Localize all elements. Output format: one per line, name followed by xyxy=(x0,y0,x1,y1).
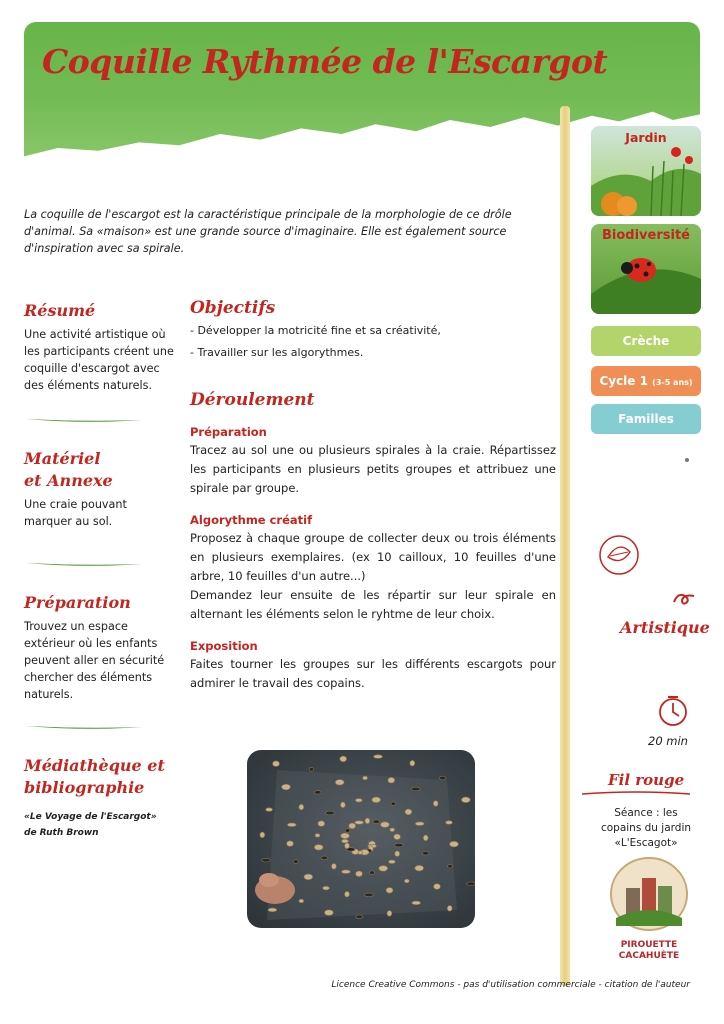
shell-piece xyxy=(365,893,374,897)
shell-piece xyxy=(433,801,438,807)
shell-piece xyxy=(314,845,323,851)
biodiversite-tile xyxy=(591,224,701,314)
shell-piece xyxy=(404,879,409,883)
seance-line: Séance : les xyxy=(614,807,678,819)
grass-divider xyxy=(24,723,144,731)
shell-piece xyxy=(321,856,328,860)
shell-piece xyxy=(345,843,350,849)
decorative-stripe xyxy=(560,106,570,986)
shell-piece xyxy=(299,804,304,810)
shell-piece xyxy=(356,871,363,877)
shell-piece xyxy=(415,865,424,871)
dot-icon xyxy=(685,458,689,462)
materiel-title-line2: et Annexe xyxy=(24,471,113,490)
jardin-tile xyxy=(591,126,701,216)
step-title: Algorythme créatif xyxy=(190,513,313,527)
step-title: Exposition xyxy=(190,639,258,653)
shell-piece xyxy=(389,860,396,864)
shell-piece xyxy=(266,808,273,812)
book-author: de Ruth Brown xyxy=(24,828,99,838)
grass-divider xyxy=(24,560,144,568)
pirouette-cacahuete-logo xyxy=(606,856,692,940)
shell-piece xyxy=(287,823,296,827)
shell-piece xyxy=(363,776,368,780)
shell-piece xyxy=(282,784,291,790)
fil-rouge-title: Fil rouge xyxy=(608,771,685,789)
biodiversite-label: Biodiversité xyxy=(602,228,690,243)
leaf-circle-icon xyxy=(596,532,642,582)
shell-piece xyxy=(439,776,446,780)
left-column xyxy=(24,300,174,841)
cycle-label: Cycle 1 xyxy=(599,374,648,388)
shell-piece xyxy=(415,822,424,826)
resume-text: Une activité artistique où les participants créent une coquille d'escargot avec des éléments naturels. xyxy=(24,328,174,392)
shell-piece xyxy=(355,821,364,825)
shell-piece xyxy=(448,864,453,868)
shell-piece xyxy=(341,833,350,839)
shell-piece xyxy=(356,915,363,919)
shell-piece xyxy=(342,839,349,843)
shell-piece xyxy=(394,834,401,840)
shell-piece xyxy=(365,818,370,824)
duration-label: 20 min xyxy=(648,734,688,748)
shell-piece xyxy=(386,888,393,894)
shell-piece xyxy=(390,828,395,832)
shell-piece xyxy=(345,829,350,833)
fil-rouge-underline xyxy=(580,788,692,798)
intro-text: La coquille de l'escargot est la caractéristique principale de la morphologie de ce drôle d'animal. Sa «maison» est une grande source d'imaginaire. Elle est également source d'inspiration avec sa spirale. xyxy=(24,208,512,255)
step-title: Préparation xyxy=(190,425,267,439)
shell-piece xyxy=(262,858,271,862)
shell-piece xyxy=(410,760,415,766)
shell-piece xyxy=(467,882,476,886)
book-title: «Le Voyage de l'Escargot» xyxy=(24,812,157,822)
cycle-badge xyxy=(591,366,701,396)
shell-piece xyxy=(423,835,428,841)
cycle-age: (3-5 ans) xyxy=(652,378,693,387)
shell-piece xyxy=(349,823,356,829)
shell-piece xyxy=(287,841,294,847)
step-text: Proposez à chaque groupe de collecter deux ou trois éléments en plusieurs exemplaires. (ex 10 cailloux, 10 feuilles d'une arbre, 10 feuilles d'un autre...) xyxy=(190,531,556,583)
page-title: Coquille Rythmée de l'Escargot xyxy=(42,42,608,81)
shell-piece xyxy=(340,756,347,762)
deroulement-title: Déroulement xyxy=(190,390,315,410)
shell-piece xyxy=(309,768,314,772)
seance-info xyxy=(590,806,702,851)
seance-line: «L'Escagot» xyxy=(614,837,678,849)
objectif-item: - Développer la motricité fine et sa créativité, xyxy=(190,324,441,337)
logo-line: PIROUETTE xyxy=(620,940,678,950)
shell-piece xyxy=(373,820,380,824)
shell-piece xyxy=(314,791,321,795)
familles-badge: Familles xyxy=(591,404,701,434)
shell-piece xyxy=(374,755,383,759)
preparation-title: Préparation xyxy=(24,593,131,612)
materiel-text: Une craie pouvant marquer au sol. xyxy=(24,498,127,528)
creche-badge: Crèche xyxy=(591,326,701,356)
shell-piece xyxy=(293,860,298,864)
shell-piece xyxy=(391,802,396,806)
jardin-label: Jardin xyxy=(625,130,667,145)
shell-piece xyxy=(318,821,325,827)
logo-line: CACAHUÈTE xyxy=(618,951,680,961)
shell-piece xyxy=(273,761,280,767)
shell-piece xyxy=(388,777,395,783)
shell-piece xyxy=(315,834,320,838)
shell-piece xyxy=(299,899,304,903)
shell-piece xyxy=(341,802,346,808)
logo-text xyxy=(606,940,692,962)
shell-piece xyxy=(395,851,400,857)
shell-piece xyxy=(345,891,350,897)
shell-piece xyxy=(387,911,392,917)
shell-piece xyxy=(260,832,265,838)
shell-piece xyxy=(335,780,344,786)
license-footer: Licence Creative Commons - pas d'utilisation commerciale - citation de l'auteur xyxy=(331,980,690,990)
shell-piece xyxy=(325,910,334,916)
clock-icon xyxy=(656,694,690,732)
shell-piece xyxy=(268,908,277,912)
shell-piece xyxy=(450,841,459,847)
shell-piece xyxy=(412,901,421,905)
shell-piece xyxy=(304,874,313,880)
shell-piece xyxy=(446,821,453,825)
shell-piece xyxy=(405,809,412,815)
swirl-icon xyxy=(672,590,698,612)
shell-piece xyxy=(422,852,429,856)
shell-piece xyxy=(332,864,337,870)
shell-piece xyxy=(370,871,375,875)
shell-piece xyxy=(381,822,390,828)
spiral-photo xyxy=(247,750,475,928)
shell-piece xyxy=(434,884,441,890)
step-text: Faites tourner les groupes sur les différents escargots pour admirer le travail des copains. xyxy=(190,657,556,690)
spiral-artwork xyxy=(247,750,475,928)
shell-piece xyxy=(379,866,388,872)
objectif-item: - Travailler sur les algorythmes. xyxy=(190,346,364,359)
shell-piece xyxy=(355,799,362,803)
shell-piece xyxy=(395,843,404,847)
grass-divider xyxy=(24,416,144,424)
media-title-line2: bibliographie xyxy=(24,778,145,797)
shell-piece xyxy=(342,870,351,874)
media-title-line1: Médiathèque et xyxy=(24,756,165,775)
shell-piece xyxy=(326,811,335,815)
objectifs-title: Objectifs xyxy=(190,298,276,318)
category-label: Artistique xyxy=(620,618,710,637)
main-column xyxy=(190,298,556,693)
step-text: Tracez au sol une ou plusieurs spirales à la craie. Répartissez les participants en plusieurs petits groupes et attribuez une spirale par groupe. xyxy=(190,443,556,495)
shell-piece xyxy=(411,787,420,791)
shell-piece xyxy=(372,797,381,803)
shell-piece xyxy=(323,886,330,890)
materiel-title-line1: Matériel xyxy=(24,449,101,468)
shell-piece xyxy=(461,797,470,803)
seance-line: copains du jardin xyxy=(600,822,692,834)
step-text-continued: Demandez leur ensuite de les répartir sur leur spirale en alternant les éléments selon le ryhtme de leur choix. xyxy=(190,588,556,621)
shell-piece xyxy=(447,906,452,912)
preparation-text: Trouvez un espace extérieur où les enfants peuvent aller en sécurité chercher des éléments naturels. xyxy=(24,620,165,701)
resume-title: Résumé xyxy=(24,301,96,320)
